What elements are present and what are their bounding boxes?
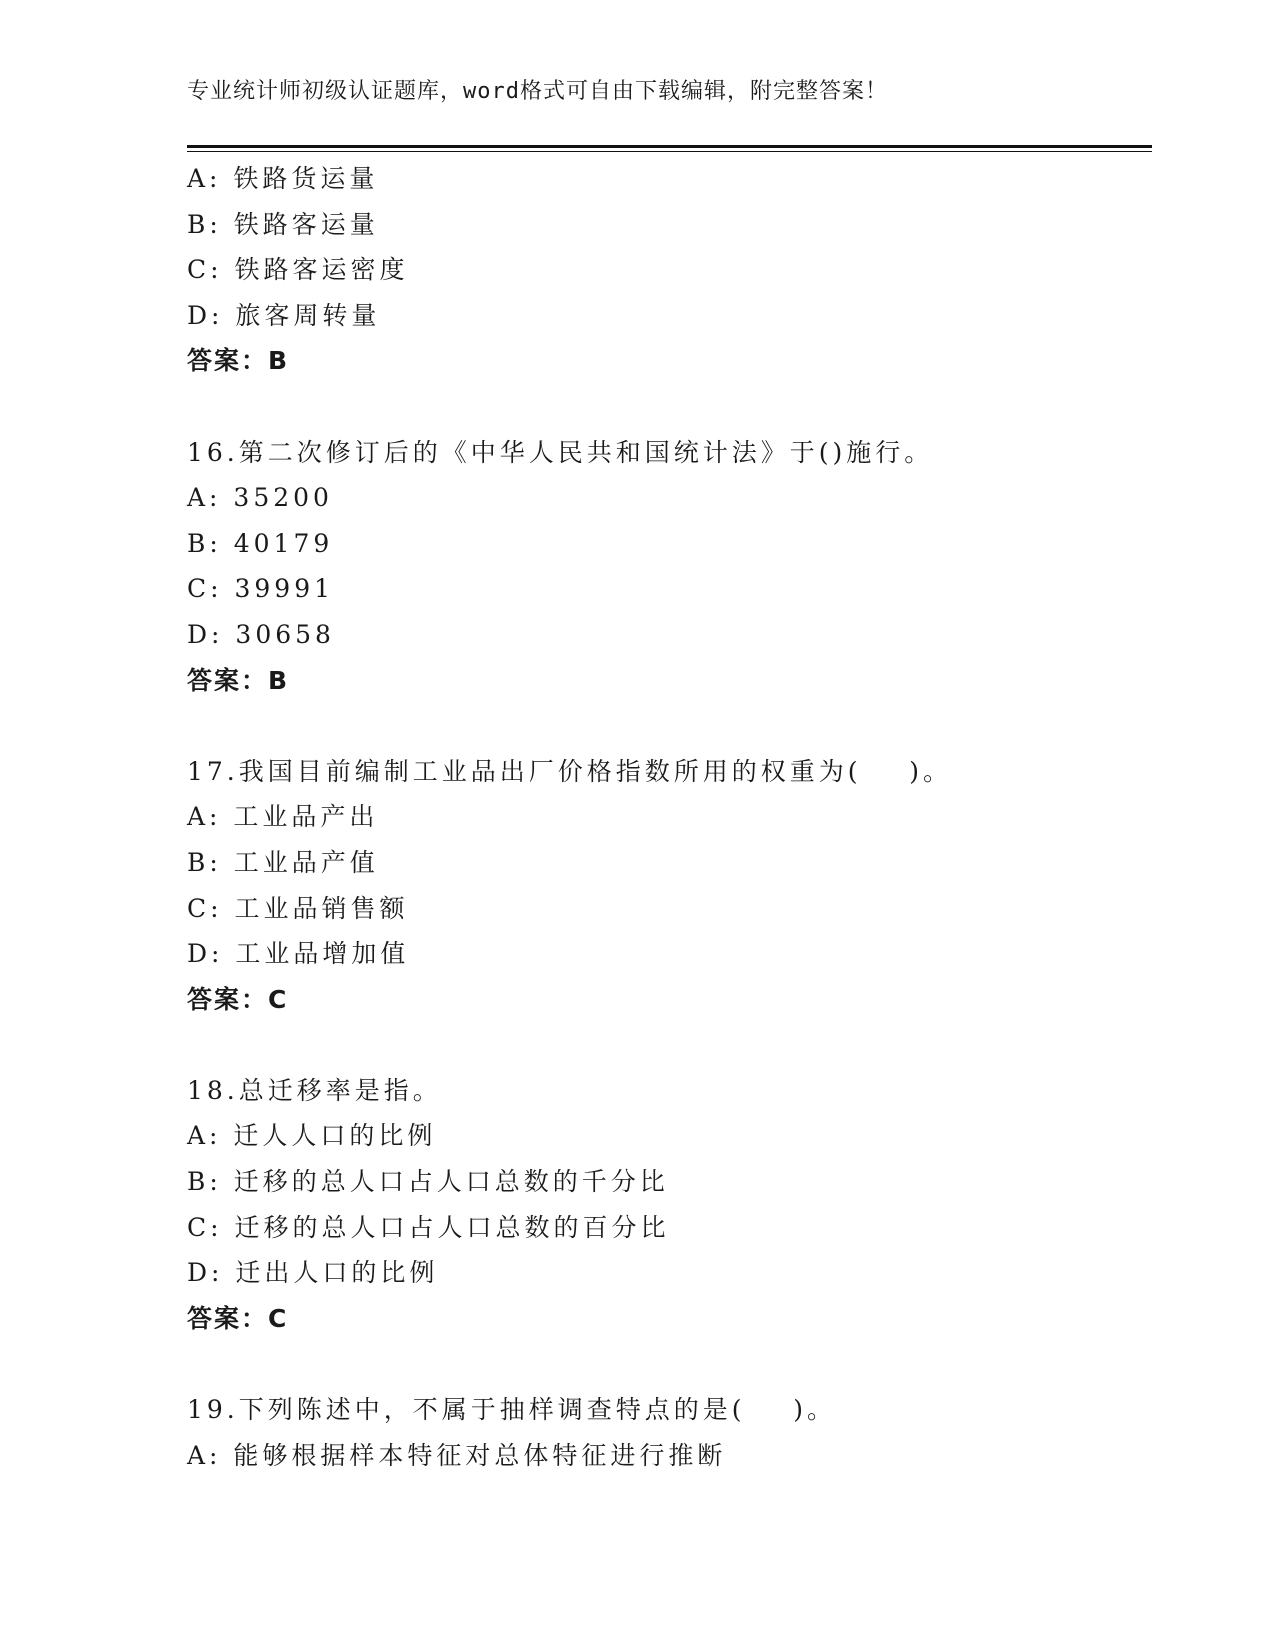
question-spacer xyxy=(187,1341,1152,1387)
option-line: C: 迁移的总人口占人口总数的百分比 xyxy=(187,1212,670,1242)
header-divider-thin xyxy=(187,151,1152,152)
question-spacer xyxy=(187,1022,1152,1068)
option-line: D: 旅客周转量 xyxy=(187,300,381,330)
option-line: A: 迁人人口的比例 xyxy=(187,1121,437,1151)
option-line: C: 工业品销售额 xyxy=(187,893,409,923)
option-line: A: 能够根据样本特征对总体特征进行推断 xyxy=(187,1440,727,1470)
question-stem: 16.第二次修订后的《中华人民共和国统计法》于()施行。 xyxy=(187,437,934,467)
question-spacer xyxy=(187,384,1152,430)
option-line: C: 39991 xyxy=(187,574,335,604)
answer-line: 答案：B xyxy=(187,346,290,376)
question-stem: 17.我国目前编制工业品出厂价格指数所用的权重为( )。 xyxy=(187,756,953,786)
option-line: D: 工业品增加值 xyxy=(187,939,410,969)
answer-line: 答案：C xyxy=(187,984,289,1014)
option-line: A: 工业品产出 xyxy=(187,802,379,832)
option-line: B: 铁路客运量 xyxy=(187,209,379,239)
header-divider-thick xyxy=(187,145,1152,148)
option-line: D: 迁出人口的比例 xyxy=(187,1258,439,1288)
option-line: D: 30658 xyxy=(187,619,335,649)
option-line: A: 35200 xyxy=(187,483,333,513)
page-header: 专业统计师初级认证题库，word格式可自由下载编辑，附完整答案！ xyxy=(187,79,888,104)
option-line: B: 40179 xyxy=(187,528,334,558)
option-line: C: 铁路客运密度 xyxy=(187,255,409,285)
question-stem: 18.总迁移率是指。 xyxy=(187,1075,442,1105)
answer-line: 答案：C xyxy=(187,1303,289,1333)
question-list xyxy=(187,156,1152,1478)
option-line: B: 迁移的总人口占人口总数的千分比 xyxy=(187,1167,669,1197)
question-spacer xyxy=(187,703,1152,749)
answer-line: 答案：B xyxy=(187,665,290,695)
question-stem: 19.下列陈述中，不属于抽样调查特点的是( )。 xyxy=(187,1395,837,1425)
option-line: B: 工业品产值 xyxy=(187,847,379,877)
option-line: A: 铁路货运量 xyxy=(187,164,379,193)
